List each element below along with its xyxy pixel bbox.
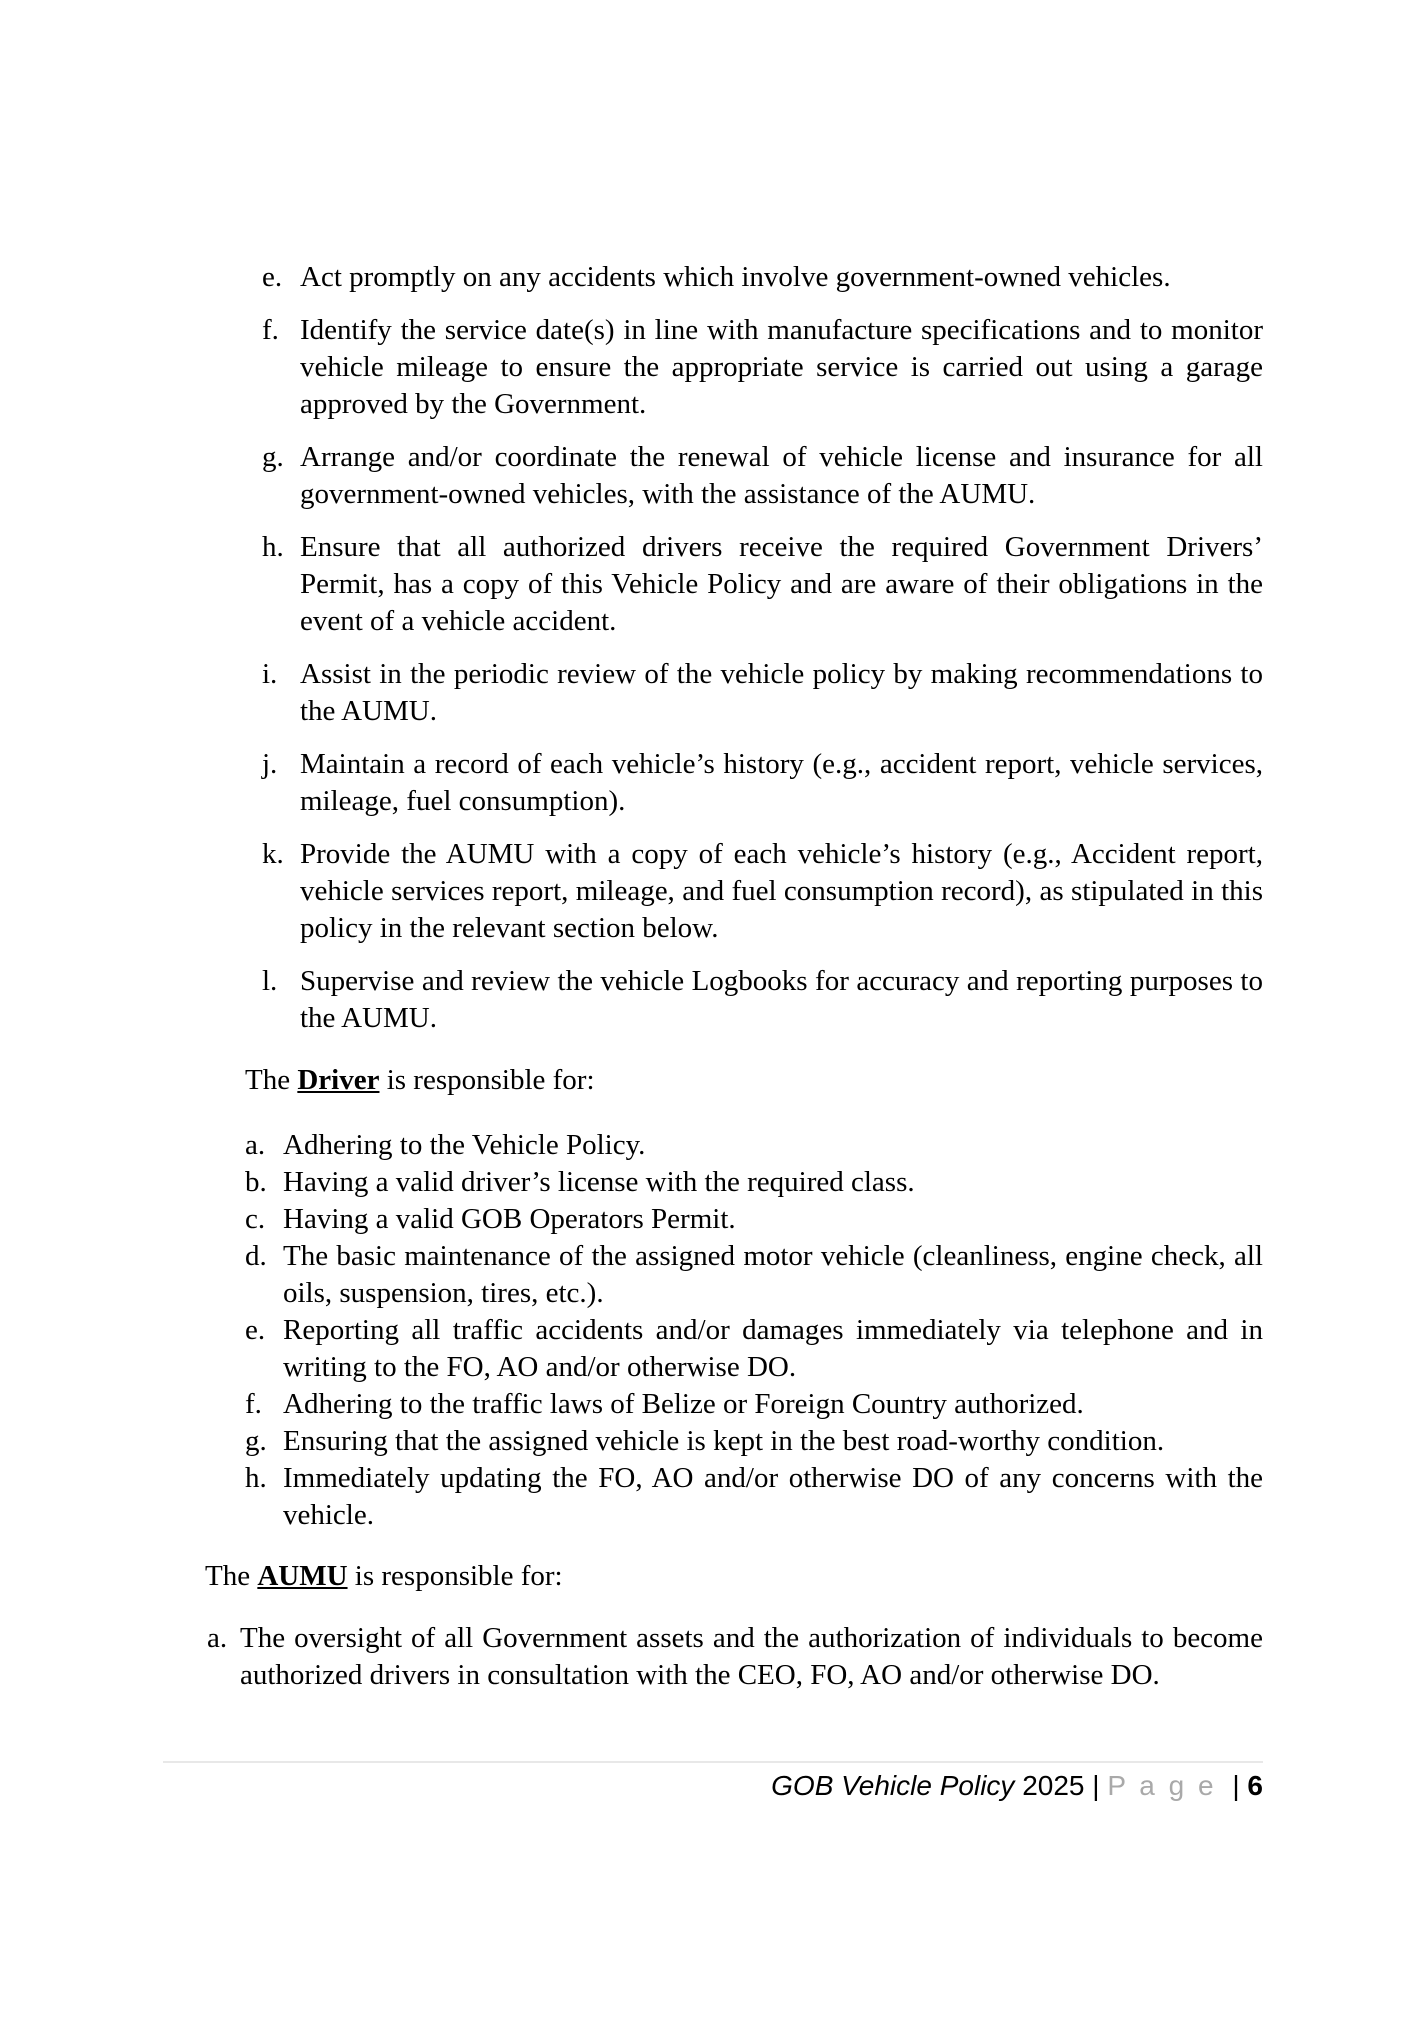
item-text: Maintain a record of each vehicle’s history (e.g., accident report, vehicle services, mileage, fuel consumption). xyxy=(300,748,1263,817)
item-text: Assist in the periodic review of the vehicle policy by making recommendations to the AUMU. xyxy=(300,658,1263,727)
item-text: Act promptly on any accidents which involve government-owned vehicles. xyxy=(300,261,1171,293)
item-marker: a. xyxy=(245,1129,266,1161)
item-text: Supervise and review the vehicle Logbooks for accuracy and reporting purposes to the AUMU. xyxy=(300,965,1263,1034)
item-marker: k. xyxy=(262,838,284,870)
item-text: Ensure that all authorized drivers receive the required Government Drivers’ Permit, has a copy of this Vehicle Policy and are aware of their obligations in the event of a vehicle accident. xyxy=(300,531,1263,637)
officer-responsibility-list xyxy=(262,259,1263,1037)
driver-heading-suffix: is responsible for: xyxy=(379,1064,595,1096)
item-marker: i. xyxy=(262,658,278,690)
item-marker: h. xyxy=(262,531,284,563)
item-text: Immediately updating the FO, AO and/or otherwise DO of any concerns with the vehicle. xyxy=(283,1462,1263,1531)
item-text: Adhering to the traffic laws of Belize or Foreign Country authorized. xyxy=(283,1388,1084,1420)
item-text: Having a valid GOB Operators Permit. xyxy=(283,1203,736,1235)
item-marker: a. xyxy=(207,1622,228,1654)
list-item xyxy=(245,1127,1263,1164)
list-item xyxy=(262,836,1263,947)
item-text: The basic maintenance of the assigned motor vehicle (cleanliness, engine check, all oils, suspension, tires, etc.). xyxy=(283,1240,1263,1309)
page-footer xyxy=(163,1761,1263,1802)
item-marker: l. xyxy=(262,965,278,997)
footer-page-word: P a g e xyxy=(1107,1770,1217,1801)
driver-responsibility-list xyxy=(245,1127,1263,1534)
item-marker: d. xyxy=(245,1240,267,1272)
driver-heading-prefix: The xyxy=(245,1064,298,1096)
list-item xyxy=(262,529,1263,640)
list-item xyxy=(262,312,1263,423)
item-marker: h. xyxy=(245,1462,267,1494)
item-text: Provide the AUMU with a copy of each vehicle’s history (e.g., Accident report, vehicle services report, mileage, and fuel consumption record), as stipulated in this policy in the relevant section below. xyxy=(300,838,1263,944)
page-body xyxy=(205,259,1263,1694)
item-marker: g. xyxy=(262,441,284,473)
list-item xyxy=(262,439,1263,513)
item-marker: c. xyxy=(245,1203,266,1235)
item-marker: e. xyxy=(245,1314,266,1346)
list-item xyxy=(245,1460,1263,1534)
item-text: The oversight of all Government assets and the authorization of individuals to become authorized drivers in consultation with the CEO, FO, AO and/or otherwise DO. xyxy=(240,1622,1263,1691)
footer-page-number: 6 xyxy=(1247,1770,1263,1801)
footer-year: 2025 xyxy=(1022,1770,1085,1801)
list-item xyxy=(207,1620,1263,1694)
item-marker: g. xyxy=(245,1425,267,1457)
item-text: Ensuring that the assigned vehicle is kept in the best road-worthy condition. xyxy=(283,1425,1165,1457)
item-text: Reporting all traffic accidents and/or damages immediately via telephone and in writing to the FO, AO and/or otherwise DO. xyxy=(283,1314,1263,1383)
driver-heading-term: Driver xyxy=(297,1064,380,1096)
footer-separator: | xyxy=(1092,1770,1100,1801)
item-text: Adhering to the Vehicle Policy. xyxy=(283,1129,646,1161)
footer-doc-title: GOB Vehicle Policy xyxy=(771,1770,1015,1801)
list-item xyxy=(262,746,1263,820)
list-item xyxy=(262,963,1263,1037)
item-marker: f. xyxy=(245,1388,262,1420)
item-marker: e. xyxy=(262,261,283,293)
item-text: Having a valid driver’s license with the required class. xyxy=(283,1166,915,1198)
aumu-section-heading xyxy=(205,1558,1263,1595)
list-item xyxy=(245,1164,1263,1201)
aumu-heading-suffix: is responsible for: xyxy=(347,1560,563,1592)
footer-separator: | xyxy=(1232,1770,1240,1801)
item-marker: j. xyxy=(262,748,278,780)
list-item xyxy=(245,1238,1263,1312)
aumu-heading-term: AUMU xyxy=(257,1560,348,1592)
aumu-heading-prefix: The xyxy=(205,1560,258,1592)
item-marker: b. xyxy=(245,1166,267,1198)
driver-section-heading xyxy=(245,1062,1263,1099)
item-marker: f. xyxy=(262,314,279,346)
list-item xyxy=(245,1423,1263,1460)
list-item xyxy=(245,1386,1263,1423)
list-item xyxy=(245,1312,1263,1386)
item-text: Arrange and/or coordinate the renewal of vehicle license and insurance for all government-owned vehicles, with the assistance of the AUMU. xyxy=(300,441,1263,510)
list-item xyxy=(262,259,1263,296)
item-text: Identify the service date(s) in line with manufacture specifications and to monitor vehicle mileage to ensure the appropriate service is carried out using a garage approved by the Government. xyxy=(300,314,1263,420)
list-item xyxy=(245,1201,1263,1238)
aumu-responsibility-list xyxy=(207,1620,1263,1694)
list-item xyxy=(262,656,1263,730)
